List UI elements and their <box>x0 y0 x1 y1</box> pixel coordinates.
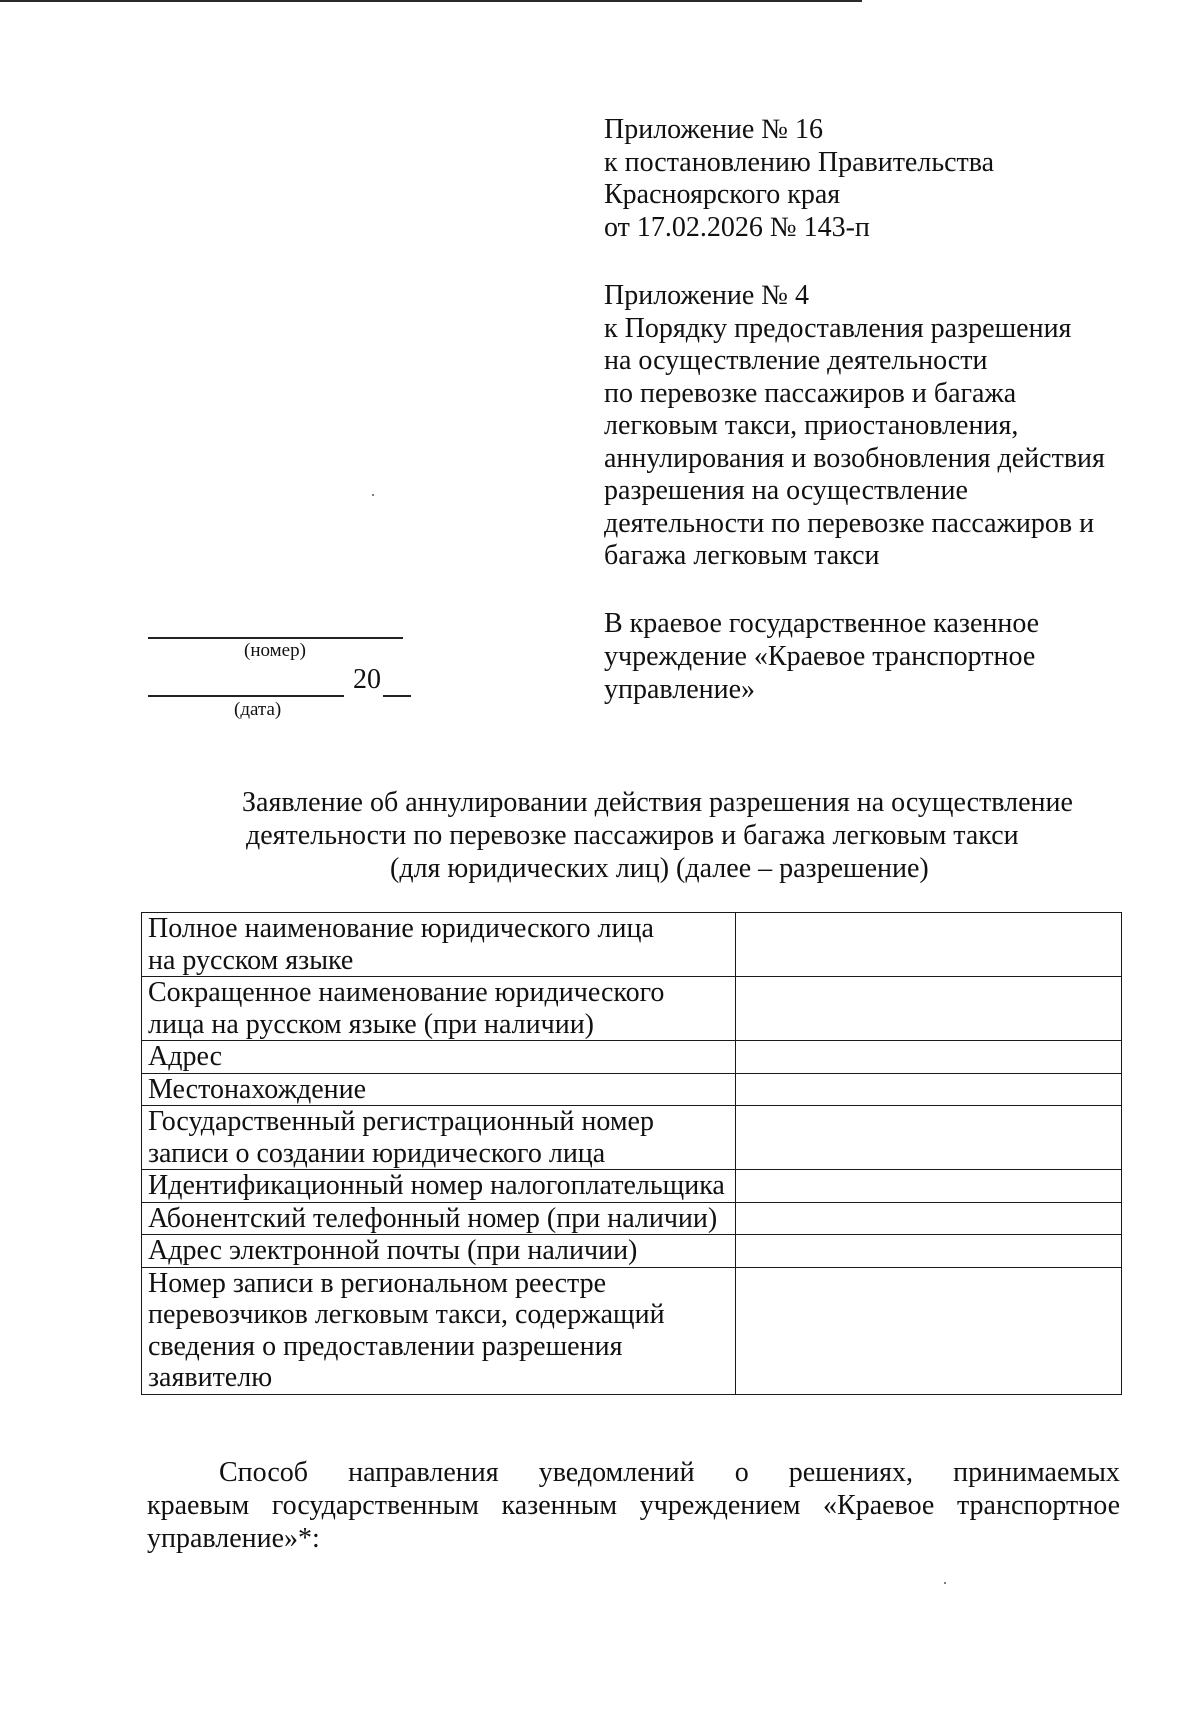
notification-method-paragraph <box>147 1456 1120 1555</box>
number-field-line[interactable] <box>148 637 403 639</box>
appendix-4-line: разрешения на осуществление <box>604 475 968 506</box>
row-label-cell <box>142 1235 736 1268</box>
row-label-cell <box>142 1073 736 1106</box>
title-line: Заявление об аннулировании действия разрешения на осуществление <box>242 787 1073 818</box>
appendix-16-line: Приложение № 16 <box>604 114 823 145</box>
date-field-line[interactable] <box>148 695 344 697</box>
row-label-cell <box>142 977 736 1041</box>
row-value-cell[interactable] <box>736 1106 1122 1170</box>
row-label-line: на русском языке <box>148 944 354 976</box>
notification-word: направления <box>348 1457 499 1488</box>
row-value-cell[interactable] <box>736 1235 1122 1268</box>
scan-speck <box>944 1582 946 1584</box>
notification-line-2: краевым государственным казенным учреждением «Краевое транспортное <box>147 1490 1120 1521</box>
top-border-line <box>0 0 862 2</box>
title-line: деятельности по перевозке пассажиров и багажа легковым такси <box>246 820 1019 851</box>
notification-word: Способ <box>219 1457 309 1488</box>
appendix-4-line: Приложение № 4 <box>604 280 809 311</box>
notification-word: принимаемых <box>953 1457 1120 1488</box>
row-label-cell <box>142 1041 736 1074</box>
table-row <box>142 1202 1122 1235</box>
row-value-cell[interactable] <box>736 1267 1122 1394</box>
row-label-line: Адрес электронной почты (при наличии) <box>148 1235 638 1266</box>
appendix-4-line: по перевозке пассажиров и багажа <box>604 377 1017 409</box>
applicant-data-table <box>141 912 1122 1395</box>
appendix-4-line: аннулирования и возобновления действия <box>604 442 1105 474</box>
row-value-cell[interactable] <box>736 913 1122 977</box>
row-label-line: Номер записи в региональном реестре <box>148 1267 607 1299</box>
row-label-line: заявителю <box>148 1362 273 1393</box>
row-value-cell[interactable] <box>736 977 1122 1041</box>
table-row <box>142 1106 1122 1170</box>
recipient-block <box>604 607 1124 706</box>
table-row <box>142 1235 1122 1268</box>
notification-line-1 <box>147 1456 1120 1489</box>
table-row <box>142 977 1122 1041</box>
notification-word: о <box>734 1457 749 1488</box>
notification-word: уведомлений <box>538 1457 695 1488</box>
row-label-line: Идентификационный номер налогоплательщика <box>148 1170 725 1201</box>
row-label-line: записи о создании юридического лица <box>148 1137 606 1169</box>
appendix-4-line: багажа легковым такси <box>604 540 880 571</box>
row-label-line: перевозчиков легковым такси, содержащий <box>148 1299 665 1330</box>
row-label-cell <box>142 1267 736 1394</box>
appendix-16-line: к постановлению Правительства <box>604 146 995 178</box>
row-label-line: Адрес <box>148 1041 223 1072</box>
table-row <box>142 913 1122 977</box>
number-caption: (номер) <box>244 640 306 661</box>
notification-line-3: управление»*: <box>147 1523 320 1554</box>
row-label-line: Полное наименование юридического лица <box>148 913 654 944</box>
table-row <box>142 1267 1122 1394</box>
year-prefix: 20 <box>353 664 381 695</box>
recipient-line: управление» <box>604 674 756 705</box>
document-title <box>200 786 1080 885</box>
row-label-line: Государственный регистрационный номер <box>148 1106 654 1137</box>
row-label-line: Местонахождение <box>148 1073 367 1105</box>
row-label-cell <box>142 913 736 977</box>
table-row <box>142 1073 1122 1106</box>
appendix-4-header <box>604 280 1124 573</box>
appendix-4-line: на осуществление деятельности <box>604 345 988 376</box>
recipient-line: учреждение «Краевое транспортное <box>604 641 1036 672</box>
table-row <box>142 1170 1122 1203</box>
row-label-cell <box>142 1170 736 1203</box>
table-row <box>142 1041 1122 1074</box>
row-label-line: лица на русском языке (при наличии) <box>148 1008 595 1040</box>
appendix-4-line: деятельности по перевозке пассажиров и <box>604 507 1095 539</box>
row-label-line: Сокращенное наименование юридического <box>148 977 665 1008</box>
row-value-cell[interactable] <box>736 1041 1122 1074</box>
row-label-line: сведения о предоставлении разрешения <box>148 1330 623 1362</box>
row-value-cell[interactable] <box>736 1202 1122 1235</box>
scan-speck <box>372 494 374 496</box>
appendix-16-line: Красноярского края <box>604 179 841 210</box>
row-label-line: Абонентский телефонный номер (при наличии) <box>148 1202 718 1234</box>
appendix-4-line: к Порядку предоставления разрешения <box>604 312 1072 344</box>
date-caption: (дата) <box>234 699 282 720</box>
recipient-line: В краевое государственное казенное <box>604 608 1040 639</box>
appendix-4-line: легковым такси, приостановления, <box>604 410 1019 441</box>
year-suffix-line[interactable] <box>383 695 411 697</box>
row-label-cell <box>142 1106 736 1170</box>
notification-word: решениях, <box>788 1457 914 1488</box>
row-value-cell[interactable] <box>736 1170 1122 1203</box>
appendix-16-line: от 17.02.2026 № 143-п <box>604 211 870 243</box>
row-value-cell[interactable] <box>736 1073 1122 1106</box>
title-line: (для юридических лиц) (далее – разрешение) <box>390 853 929 884</box>
row-label-cell <box>142 1202 736 1235</box>
appendix-16-header <box>604 114 1124 244</box>
